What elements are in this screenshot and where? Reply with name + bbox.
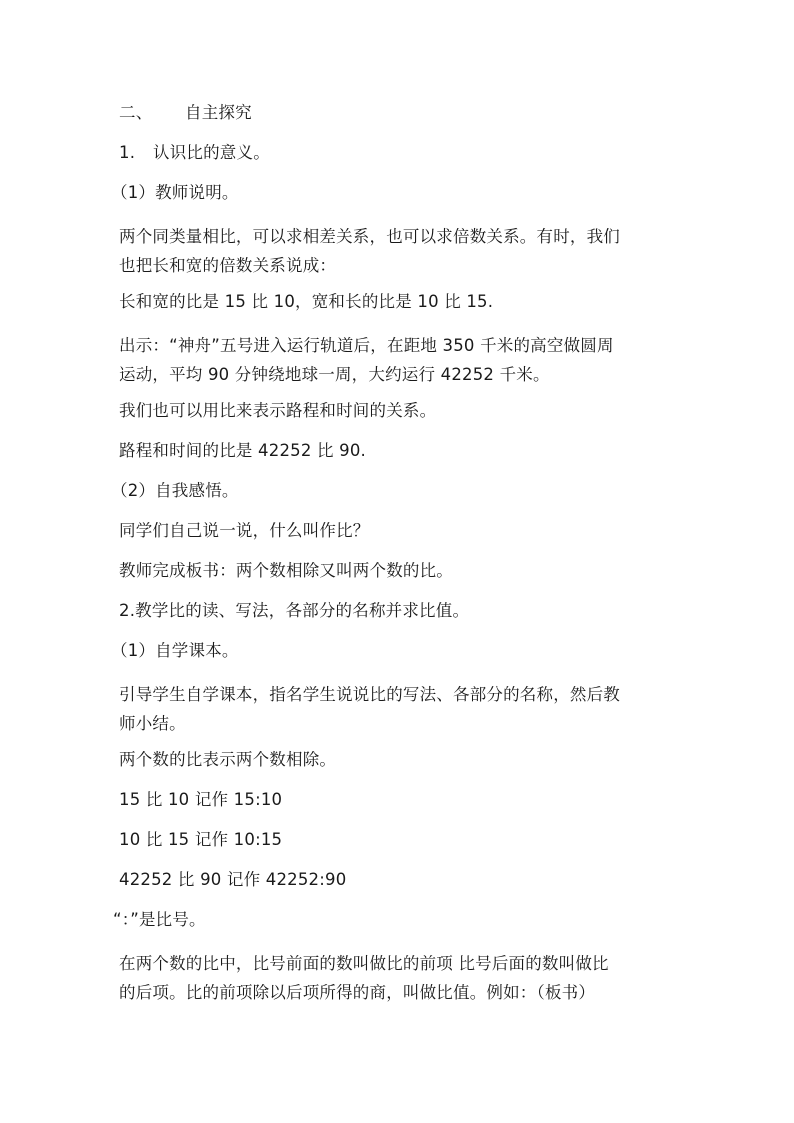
paragraph-length-width: 长和宽的比是 15 比 10，宽和长的比是 10 比 15. [119, 292, 494, 311]
item-1-number: 1. [119, 143, 136, 162]
paragraph-ratio-sign: “：”是比号。 [113, 910, 206, 929]
paragraph-line: 引导学生自学课本，指名学生说说比的写法、各部分的名称，然后教 [119, 685, 620, 704]
paragraph-ratio-division: 两个数的比表示两个数相除。 [119, 750, 337, 769]
paragraph-what-is-ratio: 同学们自己说一说，什么叫作比？ [119, 521, 370, 540]
example-15-10: 15 比 10 记作 15:10 [119, 790, 283, 809]
paragraph-line: 两个同类量相比，可以求相差关系，也可以求倍数关系。有时，我们 [119, 227, 620, 246]
section-number: 二、 [119, 103, 153, 122]
paragraph-distance-ratio: 路程和时间的比是 42252 比 90. [119, 441, 366, 460]
item-1-title: 认识比的意义。 [153, 143, 270, 162]
paragraph-distance-time: 我们也可以用比来表示路程和时间的关系。 [119, 401, 437, 420]
paragraph-line: 运动，平均 90 分钟绕地球一周，大约运行 42252 千米。 [119, 365, 550, 384]
paragraph-ratio-relation [119, 222, 679, 280]
item-2-heading: 2.教学比的读、写法，各部分的名称并求比值。 [119, 601, 470, 620]
document-body [111, 102, 679, 1007]
paragraph-shenzhou [119, 331, 679, 389]
subheading-teacher-explain: （1）教师说明。 [111, 183, 239, 202]
item-1-heading [119, 142, 679, 164]
section-title: 自主探究 [185, 103, 252, 122]
paragraph-line: 也把长和宽的倍数关系说成： [119, 256, 337, 275]
paragraph-line: 师小结。 [119, 714, 186, 733]
paragraph-line: 在两个数的比中，比号前面的数叫做比的前项 比号后面的数叫做比 [119, 954, 609, 973]
paragraph-guide-study [119, 680, 679, 738]
paragraph-ratio-terms [119, 949, 679, 1007]
example-42252-90: 42252 比 90 记作 42252:90 [119, 870, 347, 889]
paragraph-line: 出示：“神舟”五号进入运行轨道后，在距地 350 千米的高空做圆周 [119, 336, 614, 355]
section-heading [119, 102, 679, 124]
paragraph-blackboard: 教师完成板书：两个数相除又叫两个数的比。 [119, 561, 453, 580]
subheading-self-reflection: （2）自我感悟。 [111, 481, 239, 500]
example-10-15: 10 比 15 记作 10:15 [119, 830, 283, 849]
paragraph-line: 的后项。比的前项除以后项所得的商，叫做比值。例如：（板书） [119, 983, 596, 1002]
subheading-self-study: （1）自学课本。 [111, 641, 239, 660]
